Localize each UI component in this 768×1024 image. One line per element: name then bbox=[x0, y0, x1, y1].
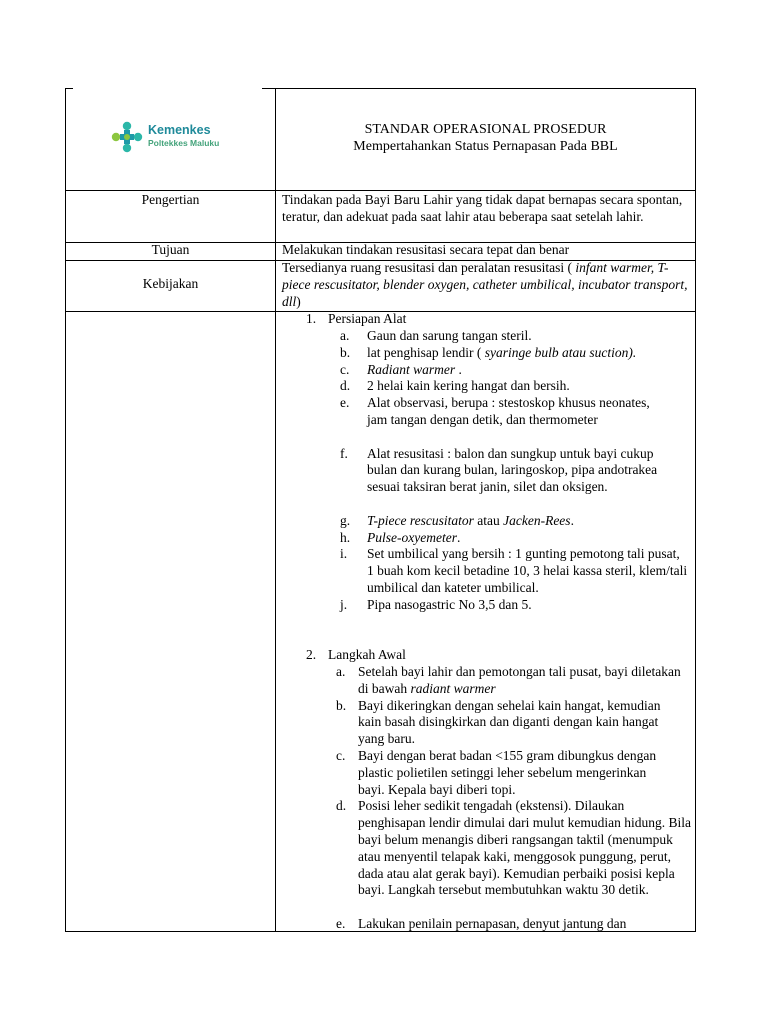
table-border-top-left-inner bbox=[262, 88, 275, 89]
logo-sub-text: Poltekkes Maluku bbox=[148, 138, 220, 148]
row-divider-header bbox=[65, 190, 696, 191]
table-border-top-left bbox=[65, 88, 73, 89]
list-letter: a. bbox=[340, 328, 350, 343]
tujuan-label: Tujuan bbox=[151, 242, 190, 257]
list-text-e: . bbox=[570, 512, 574, 528]
list-item bbox=[276, 530, 695, 547]
list-text-b: T-piece rescusitator bbox=[367, 512, 474, 528]
page-title: STANDAR OPERASIONAL PROSEDUR bbox=[364, 122, 607, 137]
page-subtitle: Mempertahankan Status Pernapasan Pada BBL bbox=[353, 138, 618, 154]
list-item bbox=[276, 798, 695, 916]
list-letter: a. bbox=[336, 664, 346, 679]
list-item bbox=[276, 546, 695, 596]
list-item bbox=[276, 362, 695, 379]
kebijakan-text-a: Tersedianya ruang resusitasi dan peralatan resusitasi ( bbox=[282, 260, 576, 275]
langkah-awal-list bbox=[276, 664, 695, 933]
list-text bbox=[367, 530, 687, 547]
list-text: Pipa nasogastric No 3,5 dan 5. bbox=[367, 596, 532, 612]
list-text bbox=[367, 513, 687, 530]
list-letter: b. bbox=[340, 344, 351, 360]
list-item bbox=[276, 698, 695, 748]
list-letter: e. bbox=[336, 915, 346, 931]
list-text: Bayi dikeringkan dengan sehelai kain hangat, kemudian kain basah disingkirkan dan diganti dengan kain hangat yang baru. bbox=[358, 697, 661, 747]
list-text-c: . bbox=[456, 529, 461, 545]
list-text-b: radiant warmer bbox=[410, 680, 496, 696]
list-text-a: lat penghisap lendir ( bbox=[367, 344, 485, 360]
list-item bbox=[276, 748, 695, 798]
list-text: Gaun dan sarung tangan steril. bbox=[367, 328, 532, 343]
logo-brand-text: Kemenkes bbox=[148, 123, 211, 137]
list-letter: h. bbox=[340, 529, 351, 545]
list-letter: d. bbox=[340, 378, 351, 394]
document-title bbox=[276, 122, 695, 156]
list-text: 2 helai kain kering hangat dan bersih. bbox=[367, 378, 570, 394]
list-letter: c. bbox=[336, 747, 346, 763]
list-text: Alat observasi, berupa : stestoskop khusus neonates, jam tangan dengan detik, dan thermometer bbox=[367, 395, 650, 427]
kemenkes-logo-icon bbox=[110, 120, 144, 154]
table-border-right bbox=[695, 88, 696, 932]
list-text bbox=[367, 362, 687, 379]
list-item bbox=[276, 446, 695, 513]
list-item bbox=[276, 345, 695, 362]
list-letter: f. bbox=[340, 445, 348, 461]
list-letter: i. bbox=[340, 546, 348, 562]
list-item bbox=[276, 916, 695, 933]
table-border-top bbox=[275, 88, 696, 89]
section-2-number: 2. bbox=[306, 647, 317, 662]
list-letter: d. bbox=[336, 798, 347, 814]
kebijakan-text-b: infant warmer, T-piece rescusitator, blender oxygen, catheter umbilical, incubator transport, dll bbox=[282, 260, 688, 309]
kemenkes-logo bbox=[110, 120, 230, 156]
list-item bbox=[276, 513, 695, 530]
list-text: Posisi leher sedikit tengadah (ekstensi). Dilaukan penghisapan lendir dimulai dari mulut kemudian hidung. Bila bayi belum menangis diberi rangsangan taktil (menumpuk atau menyentil telapak kaki, menggosok punggung, perut, dada atau alat gerak bayi). Kemudian perbaiki posisi kepla bayi. Langkah tersebut membutuhkan waktu 30 detik. bbox=[358, 798, 691, 898]
list-text: Alat resusitasi : balon dan sungkup untuk bayi cukup bulan dan kurang bulan, laringoskop, pipa andotrakea sesuai taksiran berat janin, silet dan oksigen. bbox=[367, 445, 658, 495]
list-item bbox=[276, 328, 695, 345]
list-text: Bayi dengan berat badan <155 gram dibungkus dengan plastic polietilen setinggi leher sebelum mengerinkan bayi. Kepala bayi diberi topi. bbox=[358, 747, 657, 797]
list-item bbox=[276, 597, 695, 614]
list-text-c: . bbox=[455, 361, 462, 377]
list-item bbox=[276, 664, 695, 698]
list-text-b: Pulse-oxyemeter bbox=[367, 529, 457, 545]
section-1-title: Persiapan Alat bbox=[328, 311, 407, 326]
list-text bbox=[358, 664, 693, 698]
tujuan-text: Melakukan tindakan resusitasi secara tepat dan benar bbox=[282, 242, 570, 257]
table-border-left bbox=[65, 88, 66, 932]
list-letter: j. bbox=[340, 596, 348, 612]
list-text-b: Radiant warmer bbox=[367, 361, 456, 377]
list-text-a: Setelah bayi lahir dan pemotongan tali pusat, bayi diletakan di bawah bbox=[358, 664, 681, 696]
list-text: Set umbilical yang bersih : 1 gunting pemotong tali pusat, 1 buah kom kecil betadine 10, 3 helai kassa steril, klem/tali umbilical dan kateter umbilical. bbox=[367, 546, 688, 595]
list-text-d: Jacken-Rees bbox=[503, 512, 571, 528]
list-item bbox=[276, 395, 695, 445]
list-letter: b. bbox=[336, 697, 347, 713]
list-text bbox=[367, 345, 692, 362]
section-1-number: 1. bbox=[306, 311, 317, 326]
list-text: Lakukan penilain pernapasan, denyut jantung dan bbox=[358, 915, 627, 931]
persiapan-alat-list bbox=[276, 328, 695, 614]
kebijakan-label: Kebijakan bbox=[142, 276, 199, 291]
kebijakan-text bbox=[282, 260, 692, 310]
kebijakan-text-c: ) bbox=[296, 293, 301, 309]
list-letter: e. bbox=[340, 395, 350, 411]
section-2-title: Langkah Awal bbox=[328, 647, 406, 662]
list-item bbox=[276, 378, 695, 395]
list-text-c: atau bbox=[473, 512, 504, 528]
list-letter: g. bbox=[340, 512, 351, 528]
pengertian-text: Tindakan pada Bayi Baru Lahir yang tidak dapat bernapas secara spontan, teratur, dan adekuat pada saat lahir atau beberapa saat setelah lahir. bbox=[282, 192, 683, 224]
list-letter: c. bbox=[340, 361, 350, 377]
pengertian-label: Pengertian bbox=[141, 192, 200, 207]
list-text-b: syaringe bulb atau suction). bbox=[484, 344, 637, 360]
